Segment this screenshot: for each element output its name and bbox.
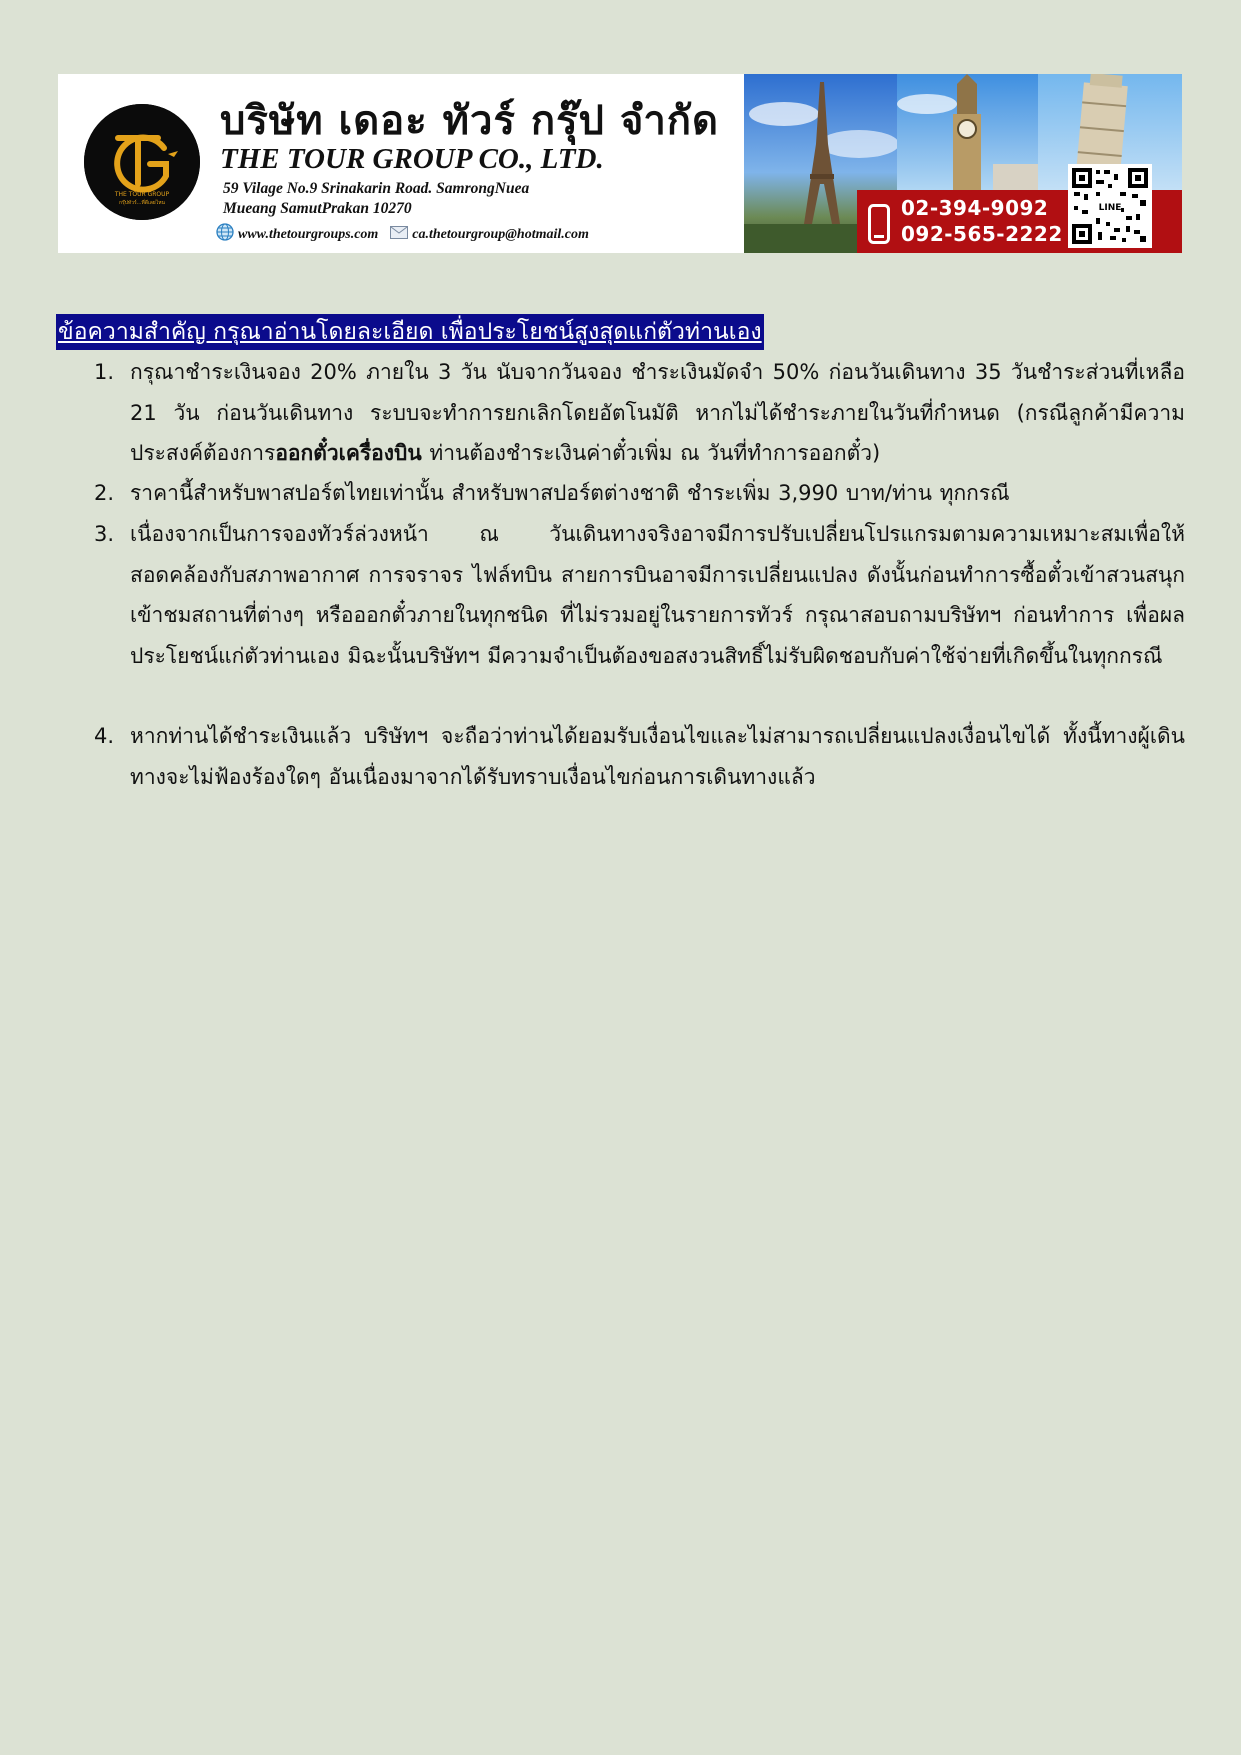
term-text-part: ท่านต้องชำระเงินค่าตั๋วเพิ่ม ณ วันที่ทำการออกตั๋ว) bbox=[421, 441, 881, 465]
term-text bbox=[130, 352, 1185, 474]
company-logo bbox=[84, 104, 200, 220]
landmark-photo-strip bbox=[744, 74, 1182, 253]
term-text: หากท่านได้ชำระเงินแล้ว บริษัทฯ จะถือว่าท่านได้ยอมรับเงื่อนไขและไม่สามารถเปลี่ยนแปลงเงื่อนไขได้ ทั้งนี้ทางผู้เดินทางจะไม่ฟ้องร้องใดๆ อันเนื่องมาจากได้รับทราบเงื่อนไขก่อนการเดินทางแล้ว bbox=[130, 724, 1185, 789]
globe-icon bbox=[216, 223, 234, 246]
term-number: 1. bbox=[94, 360, 115, 384]
address-line-2: Mueang SamutPrakan 10270 bbox=[223, 200, 412, 217]
contact-row bbox=[216, 223, 589, 246]
website-link[interactable]: www.thetourgroups.com bbox=[238, 226, 379, 242]
term-number: 2. bbox=[94, 481, 115, 505]
company-name-thai: บริษัท เดอะ ทัวร์ กรุ๊ป จำกัด bbox=[220, 98, 719, 144]
logo-text: THE TOUR GROUP bbox=[114, 191, 170, 198]
qr-label: LINE bbox=[1098, 203, 1122, 213]
company-header-banner bbox=[58, 74, 1182, 253]
email-link[interactable]: ca.thetourgroup@hotmail.com bbox=[412, 226, 589, 242]
term-text: เนื่องจากเป็นการจองทัวร์ล่วงหน้า ณ วันเดินทางจริงอาจมีการปรับเปลี่ยนโปรแกรมตามความเหมาะสมเพื่อให้สอดคล้องกับสภาพอากาศ การจราจร ไฟล์ทบิน สายการบินอาจมีการเปลี่ยนแปลง ดังนั้นก่อนทำการซื้อตั๋วเข้าสวนสนุก เข้าชมสถานที่ต่างๆ หรือออกตั๋วภายในทุกชนิด ที่ไม่รวมอยู่ในรายการทัวร์ กรุณาสอบถามบริษัทฯ ก่อนทำการ เพื่อผลประโยชน์แก่ตัวท่านเอง มิฉะนั้นบริษัทฯ มีความจำเป็นต้องขอสงวนสิทธิ์ไม่รับผิดชอบกับค่าใช้จ่ายที่เกิดขึ้นในทุกกรณี bbox=[130, 522, 1185, 668]
term-text-bold: ออกตั๋วเครื่องบิน bbox=[275, 441, 422, 465]
line-qr-code-icon bbox=[1068, 164, 1152, 248]
phone-number-1[interactable]: 02-394-9092 bbox=[901, 196, 1049, 220]
term-text-part: กรุณาชำระเงินจอง 20% ภายใน 3 วัน นับจากวันจอง ชำระเงินมัดจำ 50% ก่อนวันเดินทาง 35 วันชำระส่วนที่เหลือ 21 วัน ก่อนวันเดินทาง ระบบจะทำการยกเลิกโดยอัตโนมัติ หากไม่ได้ชำระภายในวันที่กำหนด (กรณีลูกค้ามีความประสงค์ต้องการ bbox=[130, 360, 1185, 465]
term-number: 4. bbox=[94, 724, 115, 748]
mobile-phone-icon bbox=[868, 204, 890, 248]
logo-subtext: กรุ๊ปทัวร์...ที่ดีเลยไหน bbox=[119, 200, 165, 206]
company-name-english: THE TOUR GROUP CO., LTD. bbox=[220, 143, 604, 175]
phone-number-2[interactable]: 092-565-2222 bbox=[901, 222, 1063, 246]
term-text: ราคานี้สำหรับพาสปอร์ตไทยเท่านั้น สำหรับพาสปอร์ตต่างชาติ ชำระเพิ่ม 3,990 บาท/ท่าน ทุกกรณี bbox=[130, 481, 1010, 505]
important-notice-heading: ข้อความสำคัญ กรุณาอ่านโดยละเอียด เพื่อประโยชน์สูงสุดแก่ตัวท่านเอง bbox=[56, 314, 764, 350]
address-line-1: 59 Vilage No.9 Srinakarin Road. SamrongNuea bbox=[223, 180, 530, 197]
email-icon bbox=[390, 226, 408, 244]
tg-monogram-icon bbox=[84, 104, 200, 220]
term-number: 3. bbox=[94, 522, 115, 546]
